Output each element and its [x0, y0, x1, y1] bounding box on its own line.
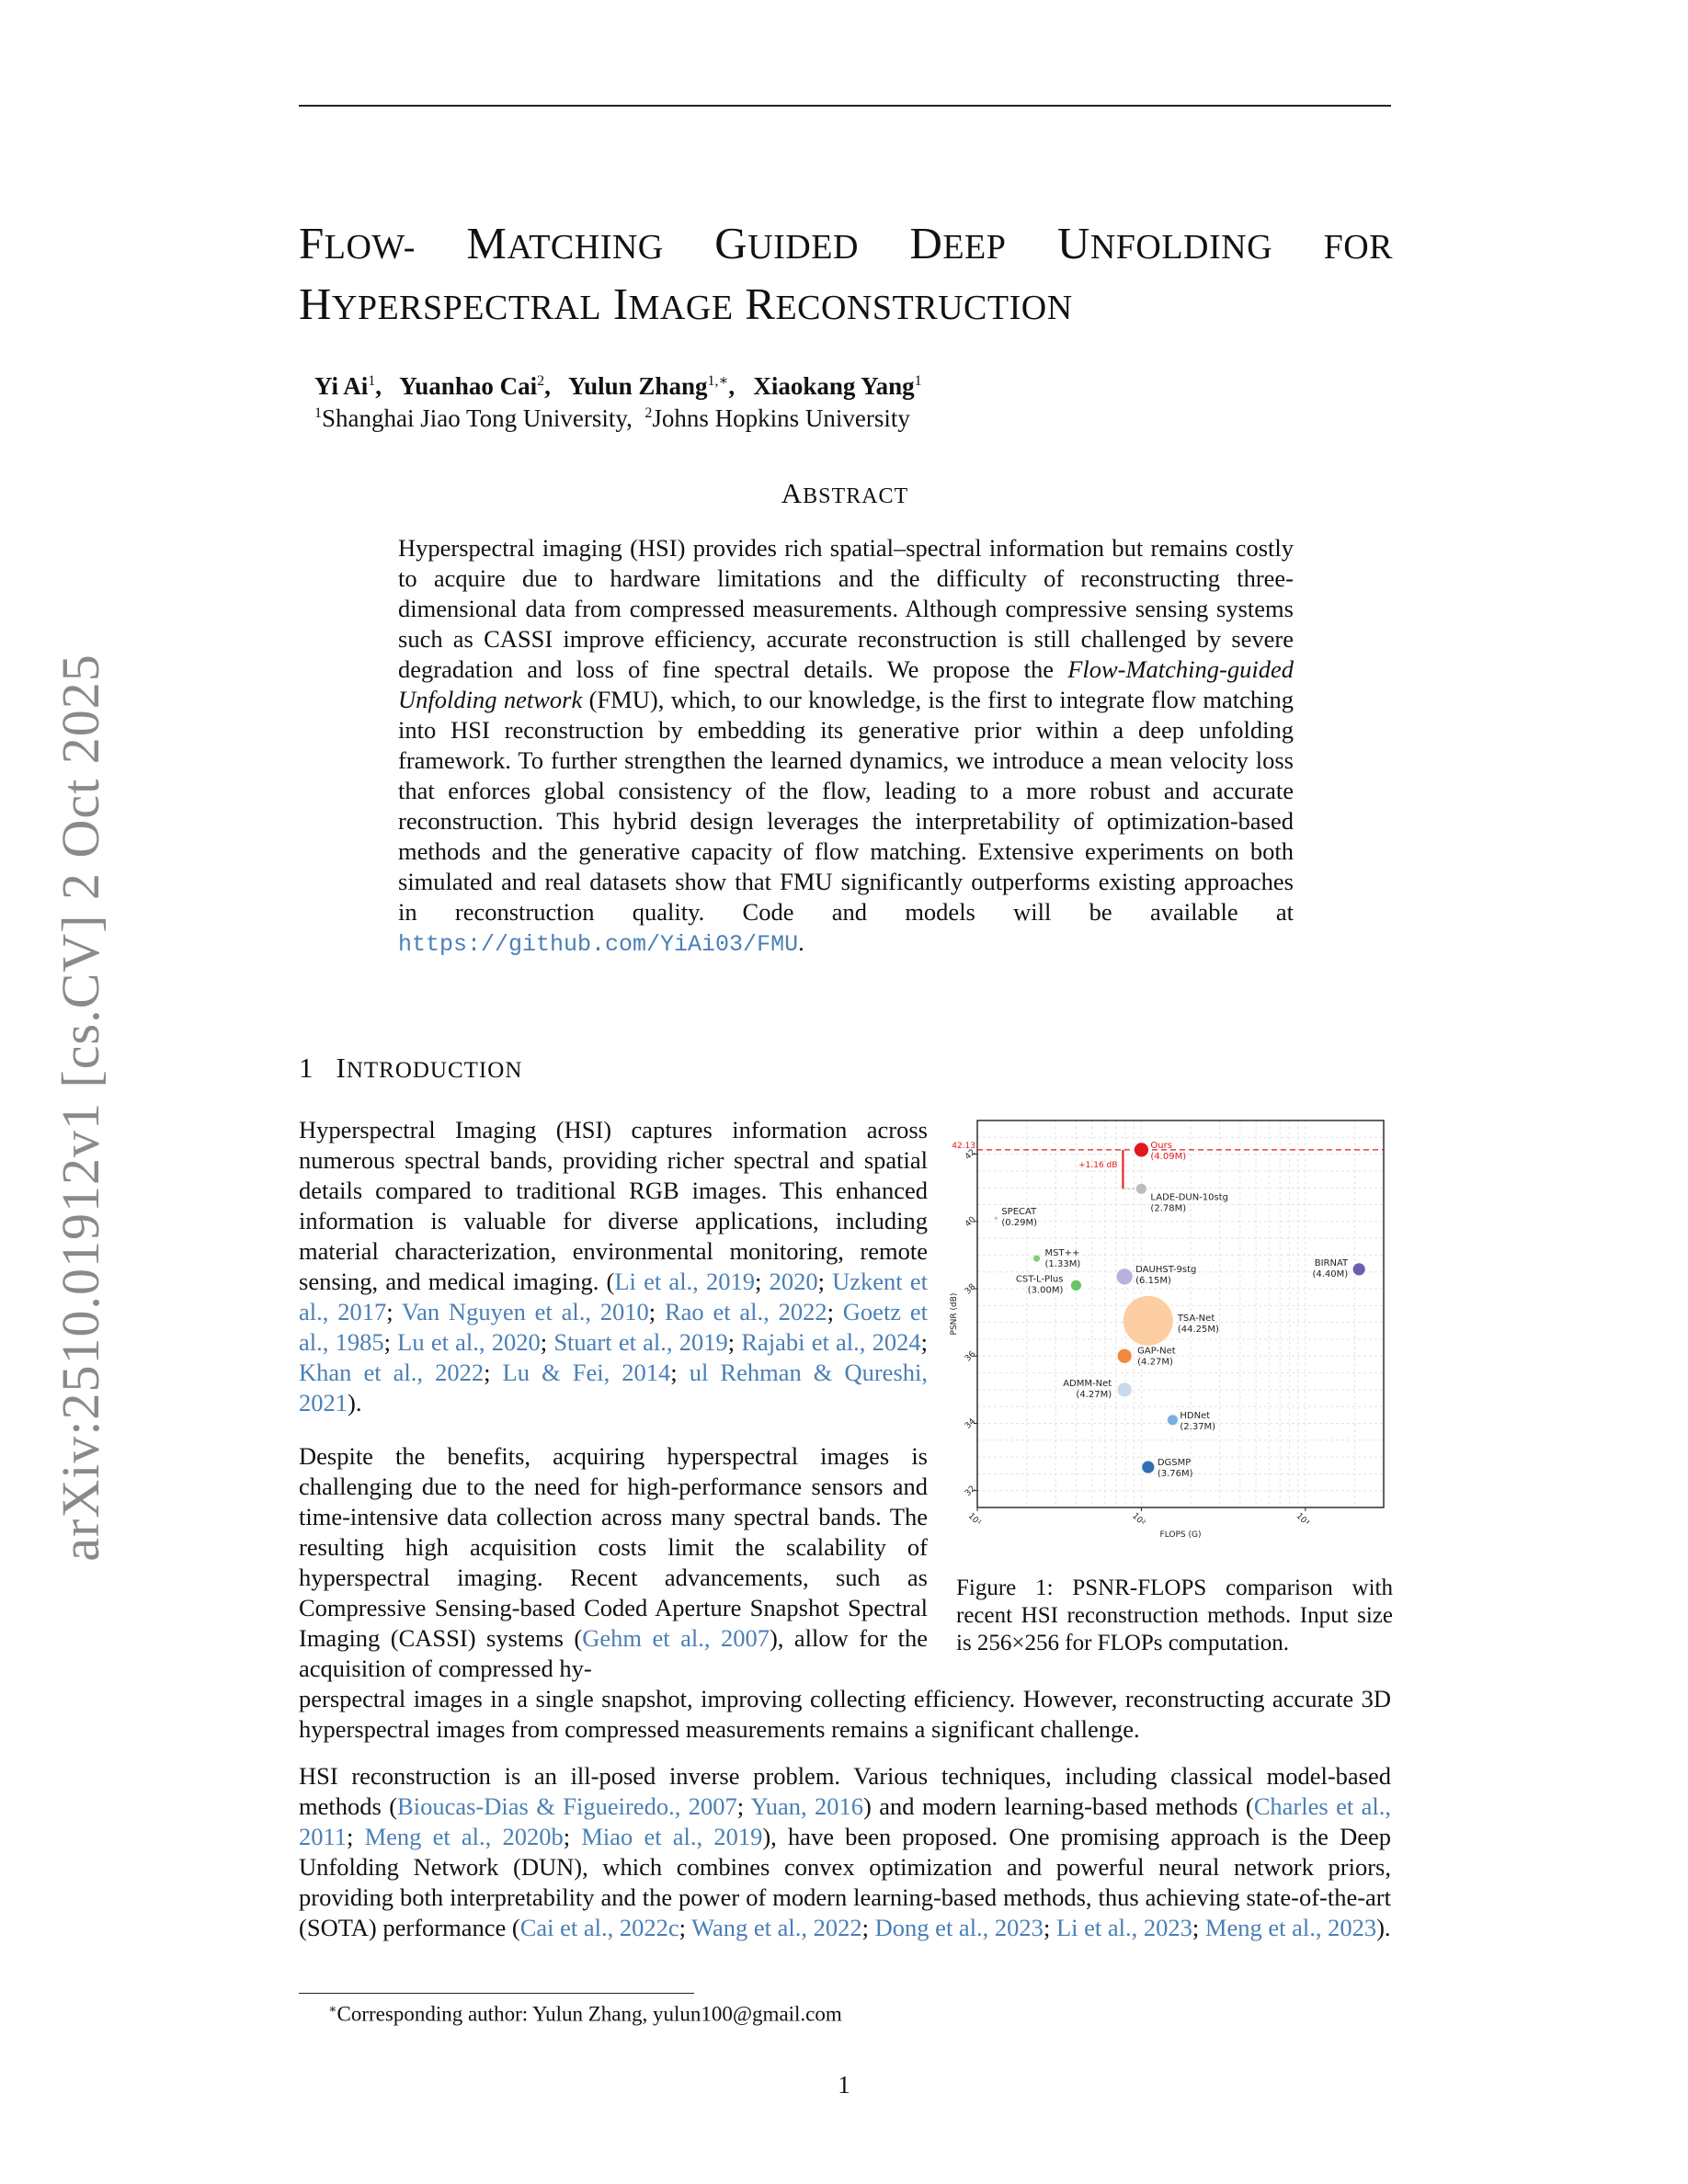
section-heading-introduction: 1 INTRODUCTION — [299, 1052, 523, 1084]
top-rule — [299, 105, 1391, 107]
data-point-label: LADE-DUN-10stg — [1150, 1192, 1229, 1203]
data-point-label: MST++ — [1044, 1248, 1080, 1259]
data-point-params: (2.37M) — [1180, 1421, 1216, 1432]
author-list: Yi Ai$^1$, Yuanhao Cai$^2$, Yulun Zhang$^{1,∗}$, Xiaokang Yang$^1$ — [314, 372, 922, 400]
x-axis-label: FLOPS (G) — [1159, 1530, 1202, 1540]
citation-link[interactable]: Khan et al., 2022 — [299, 1359, 485, 1386]
data-point-params: (4.40M) — [1312, 1268, 1349, 1280]
y-axis-label: PSNR (dB) — [950, 1292, 959, 1336]
y-tick-label: 38 — [964, 1282, 978, 1297]
citation-link[interactable]: Gehm et al., 2007 — [582, 1624, 770, 1652]
y-tick-label: 36 — [964, 1349, 978, 1364]
y-tick-label: 32 — [964, 1484, 978, 1498]
data-point-params: (4.27M) — [1137, 1357, 1173, 1368]
title-word: IMAGE — [612, 279, 734, 329]
data-point — [1142, 1461, 1155, 1473]
data-point — [1117, 1382, 1132, 1397]
citation-link[interactable]: ul Rehman & Qureshi, 2021 — [299, 1359, 928, 1416]
title-word: HYPERSPECTRAL — [299, 279, 602, 329]
data-point-params: (4.09M) — [1150, 1151, 1187, 1162]
x-tick-label: 10² — [1130, 1511, 1146, 1529]
data-point-params: (6.15M) — [1135, 1275, 1171, 1286]
citation-link[interactable]: Van Nguyen et al., 2010 — [401, 1298, 649, 1325]
data-point — [1116, 1268, 1133, 1285]
data-point-params: (44.25M) — [1177, 1324, 1219, 1335]
title-word: DEEP — [909, 218, 1007, 268]
intro-paragraph-1: Hyperspectral Imaging (HSI) captures information across numerous spectral bands, providing richer spectral and spatial details compared to traditional RGB images. This enhanced information is valuable for diverse applications, including material characterization, environmental monitoring, remote sensing, and medical imaging. (Li et al., 2019; 2020; Uzkent et al., 2017; Van Nguyen et al., 2010; Rao et al., 2022; Goetz et al., 1985; Lu et al., 2020; Stuart et al., 2019; Rajabi et al., 2024; Khan et al., 2022; Lu & Fei, 2014; ul Rehman & Qureshi, 2021). — [299, 1116, 929, 1416]
citation-link[interactable]: Charles et al., 2011 — [299, 1792, 1392, 1850]
title-line-2 — [299, 276, 1393, 336]
footnote-rule — [299, 1993, 694, 1994]
data-point — [1123, 1296, 1173, 1346]
citation-link[interactable]: Goetz et al., 1985 — [299, 1298, 929, 1356]
reference-line-label: 42.13 — [952, 1141, 975, 1151]
title-word: RECONSTRUCTION — [745, 279, 1073, 329]
citation-link[interactable]: Dong et al., 2023 — [874, 1914, 1044, 1941]
citation-link[interactable]: Meng et al., 2020b — [364, 1823, 564, 1850]
arxiv-identifier: arXiv:2510.01912v1 [cs.CV] 2 Oct 2025 — [51, 654, 110, 1562]
citation-link[interactable]: Rajabi et al., 2024 — [741, 1328, 921, 1356]
data-point-label: DGSMP — [1157, 1458, 1192, 1469]
title-word: FLOW- — [299, 218, 416, 268]
citation-link[interactable]: Meng et al., 2023 — [1204, 1914, 1377, 1941]
citation-link[interactable]: Cai et al., 2022c — [519, 1914, 679, 1941]
intro-paragraph-3: HSI reconstruction is an ill-posed inverse problem. Various techniques, including classical model-based methods (Bioucas-Dias & Figueiredo., 2007; Yuan, 2016) and modern learning-based methods (Charles et al., 2011; Meng et al., 2020b; Miao et al., 2019), have been proposed. One promising approach is the Deep Unfolding Network (DUN), which combines convex optimization and powerful neural network priors, providing both interpretability and the power of modern learning-based methods, thus achieving state-of-the-art (SOTA) performance (Cai et al., 2022c; Wang et al., 2022; Dong et al., 2023; Li et al., 2023; Meng et al., 2023). — [299, 1762, 1392, 1941]
data-point-label: DAUHST-9stg — [1135, 1264, 1197, 1275]
title-word: UNFOLDING — [1056, 218, 1273, 268]
data-point-label: HDNet — [1180, 1410, 1211, 1421]
paper-title — [299, 215, 1393, 336]
data-point — [1070, 1280, 1081, 1291]
data-point-label: Ours — [1150, 1140, 1172, 1151]
citation-link[interactable]: Li et al., 2019 — [614, 1268, 755, 1295]
data-point — [1033, 1255, 1041, 1262]
data-point-params: (3.00M) — [1027, 1285, 1064, 1296]
data-point-label: CST-L-Plus — [1015, 1274, 1064, 1285]
x-tick-label: 10¹ — [965, 1511, 983, 1529]
citation-link[interactable]: 2020 — [769, 1268, 818, 1295]
citation-link[interactable]: Li et al., 2023 — [1055, 1914, 1192, 1941]
title-word: FOR — [1323, 228, 1394, 267]
intro-paragraph-2: Despite the benefits, acquiring hyperspectral images is challenging due to the need for high-performance sensors and time-intensive data collection across many spectral bands. The resulting high acquisition costs limit the scalability of hyperspectral imaging. Recent advancements, such as Compressive Sensing-based Coded Aperture Snapshot Spectral Imaging (CASSI) systems (Gehm et al., 2007), allow for the acquisition of compressed hy- — [299, 1442, 928, 1682]
author: Yuanhao Cai$^2$ — [399, 372, 545, 400]
x-tick-label: 10³ — [1294, 1511, 1311, 1529]
data-point — [994, 1216, 998, 1220]
data-point — [1352, 1263, 1365, 1276]
data-point-label: ADMM-Net — [1063, 1378, 1112, 1389]
citation-link[interactable]: Wang et al., 2022 — [691, 1914, 862, 1941]
citation-link[interactable]: Bioucas-Dias & Figueiredo., 2007 — [397, 1792, 737, 1820]
data-point-params: (1.33M) — [1044, 1259, 1081, 1270]
y-tick-label: 40 — [964, 1214, 978, 1230]
data-point-label: TSA-Net — [1177, 1313, 1215, 1324]
title-line-1 — [299, 215, 1393, 276]
gain-annotation: +1.16 dB — [1078, 1161, 1118, 1171]
citation-list: Cai et al., 2022c; Wang et al., 2022; Dong et al., 2023; Li et al., 2023; Meng et al., 2023 — [519, 1914, 1377, 1941]
citation-link[interactable]: Miao et al., 2019 — [581, 1823, 763, 1850]
abstract-heading: ABSTRACT — [781, 477, 909, 509]
data-point-label: SPECAT — [1001, 1207, 1037, 1218]
affiliations: $^1$Shanghai Jiao Tong University, $^2$Johns Hopkins University — [314, 404, 910, 432]
title-word: GUIDED — [714, 218, 859, 268]
citation-link[interactable]: Lu et al., 2020 — [397, 1328, 541, 1356]
citation-link[interactable]: Lu & Fei, 2014 — [502, 1359, 671, 1386]
data-point-params: (3.76M) — [1157, 1469, 1193, 1480]
citation-link[interactable]: Rao et al., 2022 — [664, 1298, 827, 1325]
data-point-params: (2.78M) — [1150, 1203, 1187, 1214]
y-tick-label: 34 — [964, 1416, 978, 1431]
figure-caption: Figure 1: PSNR-FLOPS comparison with recent HSI reconstruction methods. Input size is 256×256 for FLOPs computation. — [956, 1575, 1393, 1655]
data-point — [1135, 1183, 1146, 1194]
citation-link[interactable]: Yuan, 2016 — [750, 1792, 864, 1820]
data-point-label: GAP-Net — [1137, 1346, 1176, 1357]
abstract-text: Hyperspectral imaging (HSI) provides rich spatial–spectral information but remains costly to acquire due to hardware limitations and the difficulty of reconstructing three-dimensional data from compressed measurements. Although compressive sensing systems such as CASSI improve efficiency, accurate reconstruction is still challenged by severe degradation and loss of fine spectral details. We propose the Flow-Matching-guided Unfolding network (FMU), which, to our knowledge, is the first to integrate flow matching into HSI reconstruction by embedding its generative prior within a deep unfolding framework. To further strengthen the learned dynamics, we introduce a mean velocity loss that enforces global consistency of the flow, leading to a more robust and accurate reconstruction. This hybrid design leverages the interpretability of optimization-based methods and the generative capacity of flow matching. Extensive experiments on both simulated and real datasets show that FMU significantly outperforms existing approaches in reconstruction quality. Code and models will be available at https://github.com/YiAi03/FMU. — [398, 534, 1294, 958]
data-point-params: (4.27M) — [1076, 1389, 1112, 1400]
page-number: 1 — [838, 2071, 850, 2099]
psnr-flops-chart — [947, 1114, 1397, 1572]
title-word: MATCHING — [466, 218, 664, 268]
citation-link[interactable]: Stuart et al., 2019 — [553, 1328, 728, 1356]
data-point — [1117, 1348, 1132, 1363]
citation-list: Li et al., 2019; 2020; Uzkent et al., 2017; Van Nguyen et al., 2010; Rao et al., 2022; Goetz et al., 1985; Lu et al., 2020; Stuart et al., 2019; Rajabi et al., 2024; Khan et al., 2022; Lu & Fei, 2014; ul Rehman & Qureshi, 2021 — [299, 1268, 929, 1416]
footnote: ∗Corresponding author: Yulun Zhang, yulun100@gmail.com — [328, 2002, 842, 2026]
author: Yulun Zhang$^{1,∗}$ — [568, 372, 729, 400]
code-link[interactable]: https://github.com/YiAi03/FMU — [398, 931, 799, 958]
data-point-params: (0.29M) — [1001, 1218, 1038, 1229]
author: Yi Ai$^1$ — [314, 372, 376, 400]
y-tick-label: 42 — [964, 1147, 978, 1162]
author: Xiaokang Yang$^1$ — [753, 372, 922, 400]
data-point — [1134, 1143, 1148, 1157]
citation-link[interactable]: Uzkent et al., 2017 — [299, 1268, 928, 1325]
data-point — [1167, 1415, 1178, 1426]
data-point-label: BIRNAT — [1314, 1257, 1349, 1268]
intro-paragraph-2-continued: perspectral images in a single snapshot, improving collecting efficiency. However, reconstructing accurate 3D hyperspectral images from compressed measurements remains a significant challenge. — [299, 1685, 1391, 1743]
